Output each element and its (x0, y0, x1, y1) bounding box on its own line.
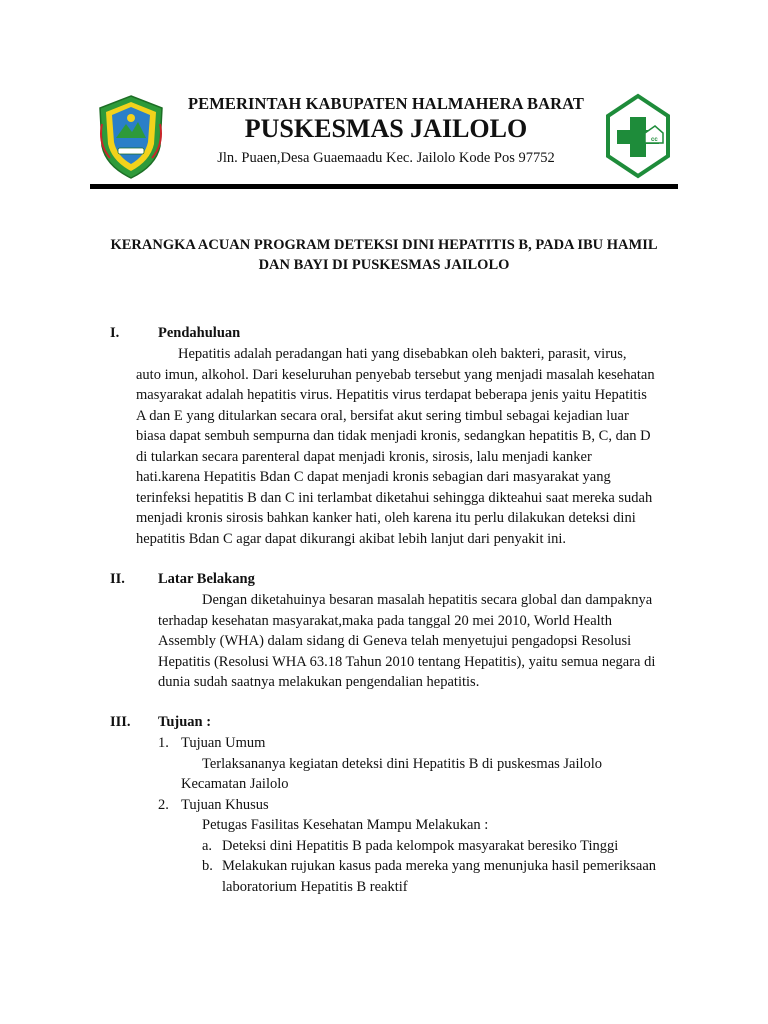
section-2-heading: Latar Belakang (158, 571, 255, 587)
section-2-line: Hepatitis (Resolusi WHA 63.18 Tahun 2010 tentang Hepatitis), yaitu semua negara di (158, 653, 656, 670)
section-1-line: hati.karena Hepatitis Bdan C dapat menjadi kronis sebagian dari masyarakat yang (136, 469, 611, 485)
item-1-line: Kecamatan Jailolo (181, 776, 289, 792)
document-title (80, 235, 688, 275)
title-line-1: KERANGKA ACUAN PROGRAM DETEKSI DINI HEPATITIS B, PADA IBU HAMIL (110, 237, 658, 253)
section-2-line: Assembly (WHA) dalam sidang di Geneva telah menyetujui pengadopsi Resolusi (158, 633, 632, 649)
section-1-line: hepatitis Bdan C agar dapat dikurangi akibat lebih lanjut dari penyakit ini. (136, 530, 567, 547)
section-1-line: menjadi kronis sirosis bahkan kanker hati, oleh karena itu perlu dilakukan deteksi dini (136, 510, 636, 526)
section-1-line: auto imun, alkohol. Dari keseluruhan penyebab tersebut yang menjadi masalah kesehatan (136, 366, 655, 383)
section-2-number: II. (110, 571, 125, 587)
sub-a-letter: a. (202, 837, 213, 854)
halmahera-barat-emblem-icon (96, 94, 166, 180)
section-1-heading: Pendahuluan (158, 325, 241, 341)
item-1-label: Tujuan Umum (181, 735, 266, 751)
item-1-number: 1. (158, 735, 169, 751)
sub-b-line: Melakukan rujukan kasus pada mereka yang menunjuka hasil pemeriksaan (222, 858, 657, 874)
section-3-number: III. (110, 714, 131, 730)
puskesmas-logo-icon (605, 93, 671, 179)
letterhead-rule (90, 184, 678, 189)
item-2-label: Tujuan Khusus (181, 796, 269, 813)
item-1-line: Terlaksananya kegiatan deteksi dini Hepatitis B di puskesmas Jailolo (202, 755, 603, 772)
section-1-number: I. (110, 325, 120, 341)
item-2-number: 2. (158, 796, 169, 813)
item-2-intro: Petugas Fasilitas Kesehatan Mampu Melakukan : (202, 817, 489, 833)
title-line-2: DAN BAYI DI PUSKESMAS JAILOLO (258, 257, 510, 273)
government-name: PEMERINTAH KABUPATEN HALMAHERA BARAT (187, 94, 585, 113)
section-1-line: A dan E yang ditularkan secara oral, bersifat akut sering timbul sebagai kejadian luar (136, 407, 629, 424)
section-1-line: di tularkan secara parenteral dapat menjadi kronis, sirosis, lalu menjadi kanker (136, 448, 592, 465)
sub-b-letter: b. (202, 858, 213, 874)
section-3-heading: Tujuan : (158, 714, 212, 730)
address: Jln. Puaen,Desa Guaemaadu Kec. Jailolo Kode Pos 97752 (217, 150, 555, 166)
section-2-line: Dengan diketahuinya besaran masalah hepatitis secara global dan dampaknya (202, 592, 653, 608)
sub-a-text: Deteksi dini Hepatitis B pada kelompok masyarakat beresiko Tinggi (222, 837, 619, 854)
section-1-line: masyarakat adalah hepatitis virus. Hepatitis virus terdapat beberapa jenis yaitu Hepatitis (136, 387, 647, 403)
section-2-line: dunia sudah saatnya melakukan pengendalian hepatitis. (158, 674, 480, 690)
section-1-line: terinfeksi hepatitis B dan C ini terlambat diketahui sehingga dikteahui saat mereka sudah (136, 489, 653, 506)
section-1-line: Hepatitis adalah peradangan hati yang disebabkan oleh bakteri, parasit, virus, (178, 346, 627, 362)
section-2-line: terhadap kesehatan masyarakat,maka pada tanggal 20 mei 2010, World Health (158, 612, 612, 629)
section-1-line: biasa dapat sembuh sempurna dan tidak menjadi kronis, sedangkan hepatitis B, C, dan D (136, 428, 651, 444)
svg-text:cc: cc (651, 137, 658, 143)
sub-b-line: laboratorium Hepatitis B reaktif (222, 878, 408, 895)
puskesmas-name: PUSKESMAS JAILOLO (244, 114, 528, 143)
